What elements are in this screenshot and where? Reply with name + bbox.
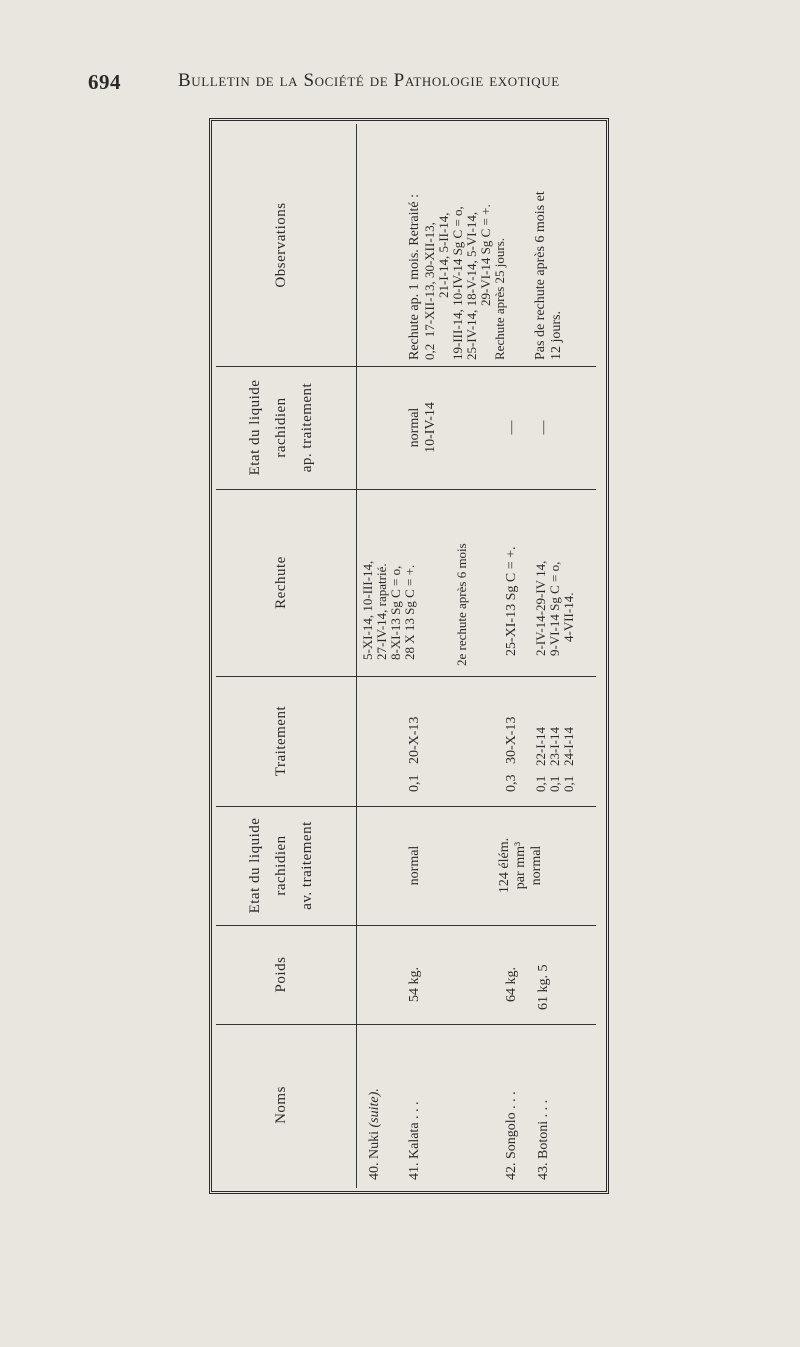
table-cell: 25-IV-14, 18-V-14, 5-VI-14, (464, 211, 479, 360)
table-row: 40. Nuki (suite). (367, 1088, 382, 1180)
table-cell: 2e rechute après 6 mois (454, 543, 469, 666)
rotated-table-content (211, 120, 605, 1190)
col-traitement (211, 676, 605, 806)
header-etat-ap: Etat du liquide rachidien ap. traitement (247, 379, 315, 476)
col-etat-ap (211, 366, 605, 489)
table-row: 41. Kalata . . . (407, 1101, 422, 1180)
table-cell: 0,1 23-I-14 (547, 727, 562, 792)
table-cell: normal (407, 845, 422, 886)
table-cell: Pas de rechute après 6 mois et (533, 191, 548, 360)
table-cell: 5-XI-14, 10-III-14, (360, 560, 375, 660)
header-etat-av: Etat du liquide rachidien av. traitement (247, 817, 315, 914)
table-cell: 61 kg. 5 (536, 964, 551, 1010)
header-noms: Noms (273, 1086, 289, 1124)
table-cell: Rechute après 25 jours. (492, 237, 507, 360)
table-cell: 21-I-14, 5-II-14, (436, 212, 451, 298)
table-cell: 54 kg. (407, 967, 422, 1002)
table-cell: 124 élém. (497, 837, 512, 894)
table-cell: 9-VI-14 Sg C = o, (547, 561, 562, 656)
table-cell: 0,2 17-XII-13, 30-XII-13, (422, 222, 437, 360)
table-cell: 12 jours. (549, 311, 564, 360)
table-cell: 25-XI-13 Sg C = +. (504, 546, 519, 656)
page-number: 694 (88, 70, 121, 94)
col-noms (211, 1024, 605, 1186)
header-traitement: Traitement (273, 705, 289, 777)
table-cell: 19-III-14, 10-IV-14 Sg C = o, (450, 206, 465, 360)
table-cell: 27-IV-14, rapatrié. (374, 563, 389, 660)
table-cell: 0,1 24-I-14 (561, 727, 576, 792)
col-rechute (211, 489, 605, 676)
table-cell: 8-XI-13 Sg C = o, (388, 565, 403, 660)
col-poids (211, 925, 605, 1024)
table-cell: 0,1 20-X-13 (407, 716, 422, 792)
table-cell: normal (407, 407, 422, 448)
header-poids: Poids (273, 956, 289, 993)
table-cell: 2-IV-14-29-IV 14, (533, 560, 548, 656)
col-observations (211, 124, 605, 366)
table-cell: Rechute ap. 1 mois. Retraité : (407, 193, 422, 360)
table-cell: 0,1 22-I-14 (533, 727, 548, 792)
table-cell: 29-VI-14 Sg C = +. (478, 204, 493, 306)
table-cell: normal (529, 845, 544, 886)
table-row: 43. Botoni . . . (536, 1099, 551, 1180)
table-row: 42. Songolo . . . (504, 1091, 519, 1180)
table-cell: 64 kg. (504, 967, 519, 1002)
table-cell: — (536, 420, 551, 435)
header-observations: Observations (273, 202, 289, 288)
table-cell: 28 X 13 Sg C = +. (402, 564, 417, 660)
running-header: Bulletin de la Société de Pathologie exotique (178, 70, 560, 91)
col-etat-av (211, 806, 605, 925)
table-cell: par mm³ (513, 841, 528, 890)
table-cell: — (504, 420, 519, 435)
table-cell: 0,3 30-X-13 (504, 716, 519, 792)
table-cell: 10-IV-14 (423, 402, 438, 453)
header-rechute: Rechute (273, 556, 289, 609)
table-cell: 4-VII-14. (561, 592, 576, 642)
